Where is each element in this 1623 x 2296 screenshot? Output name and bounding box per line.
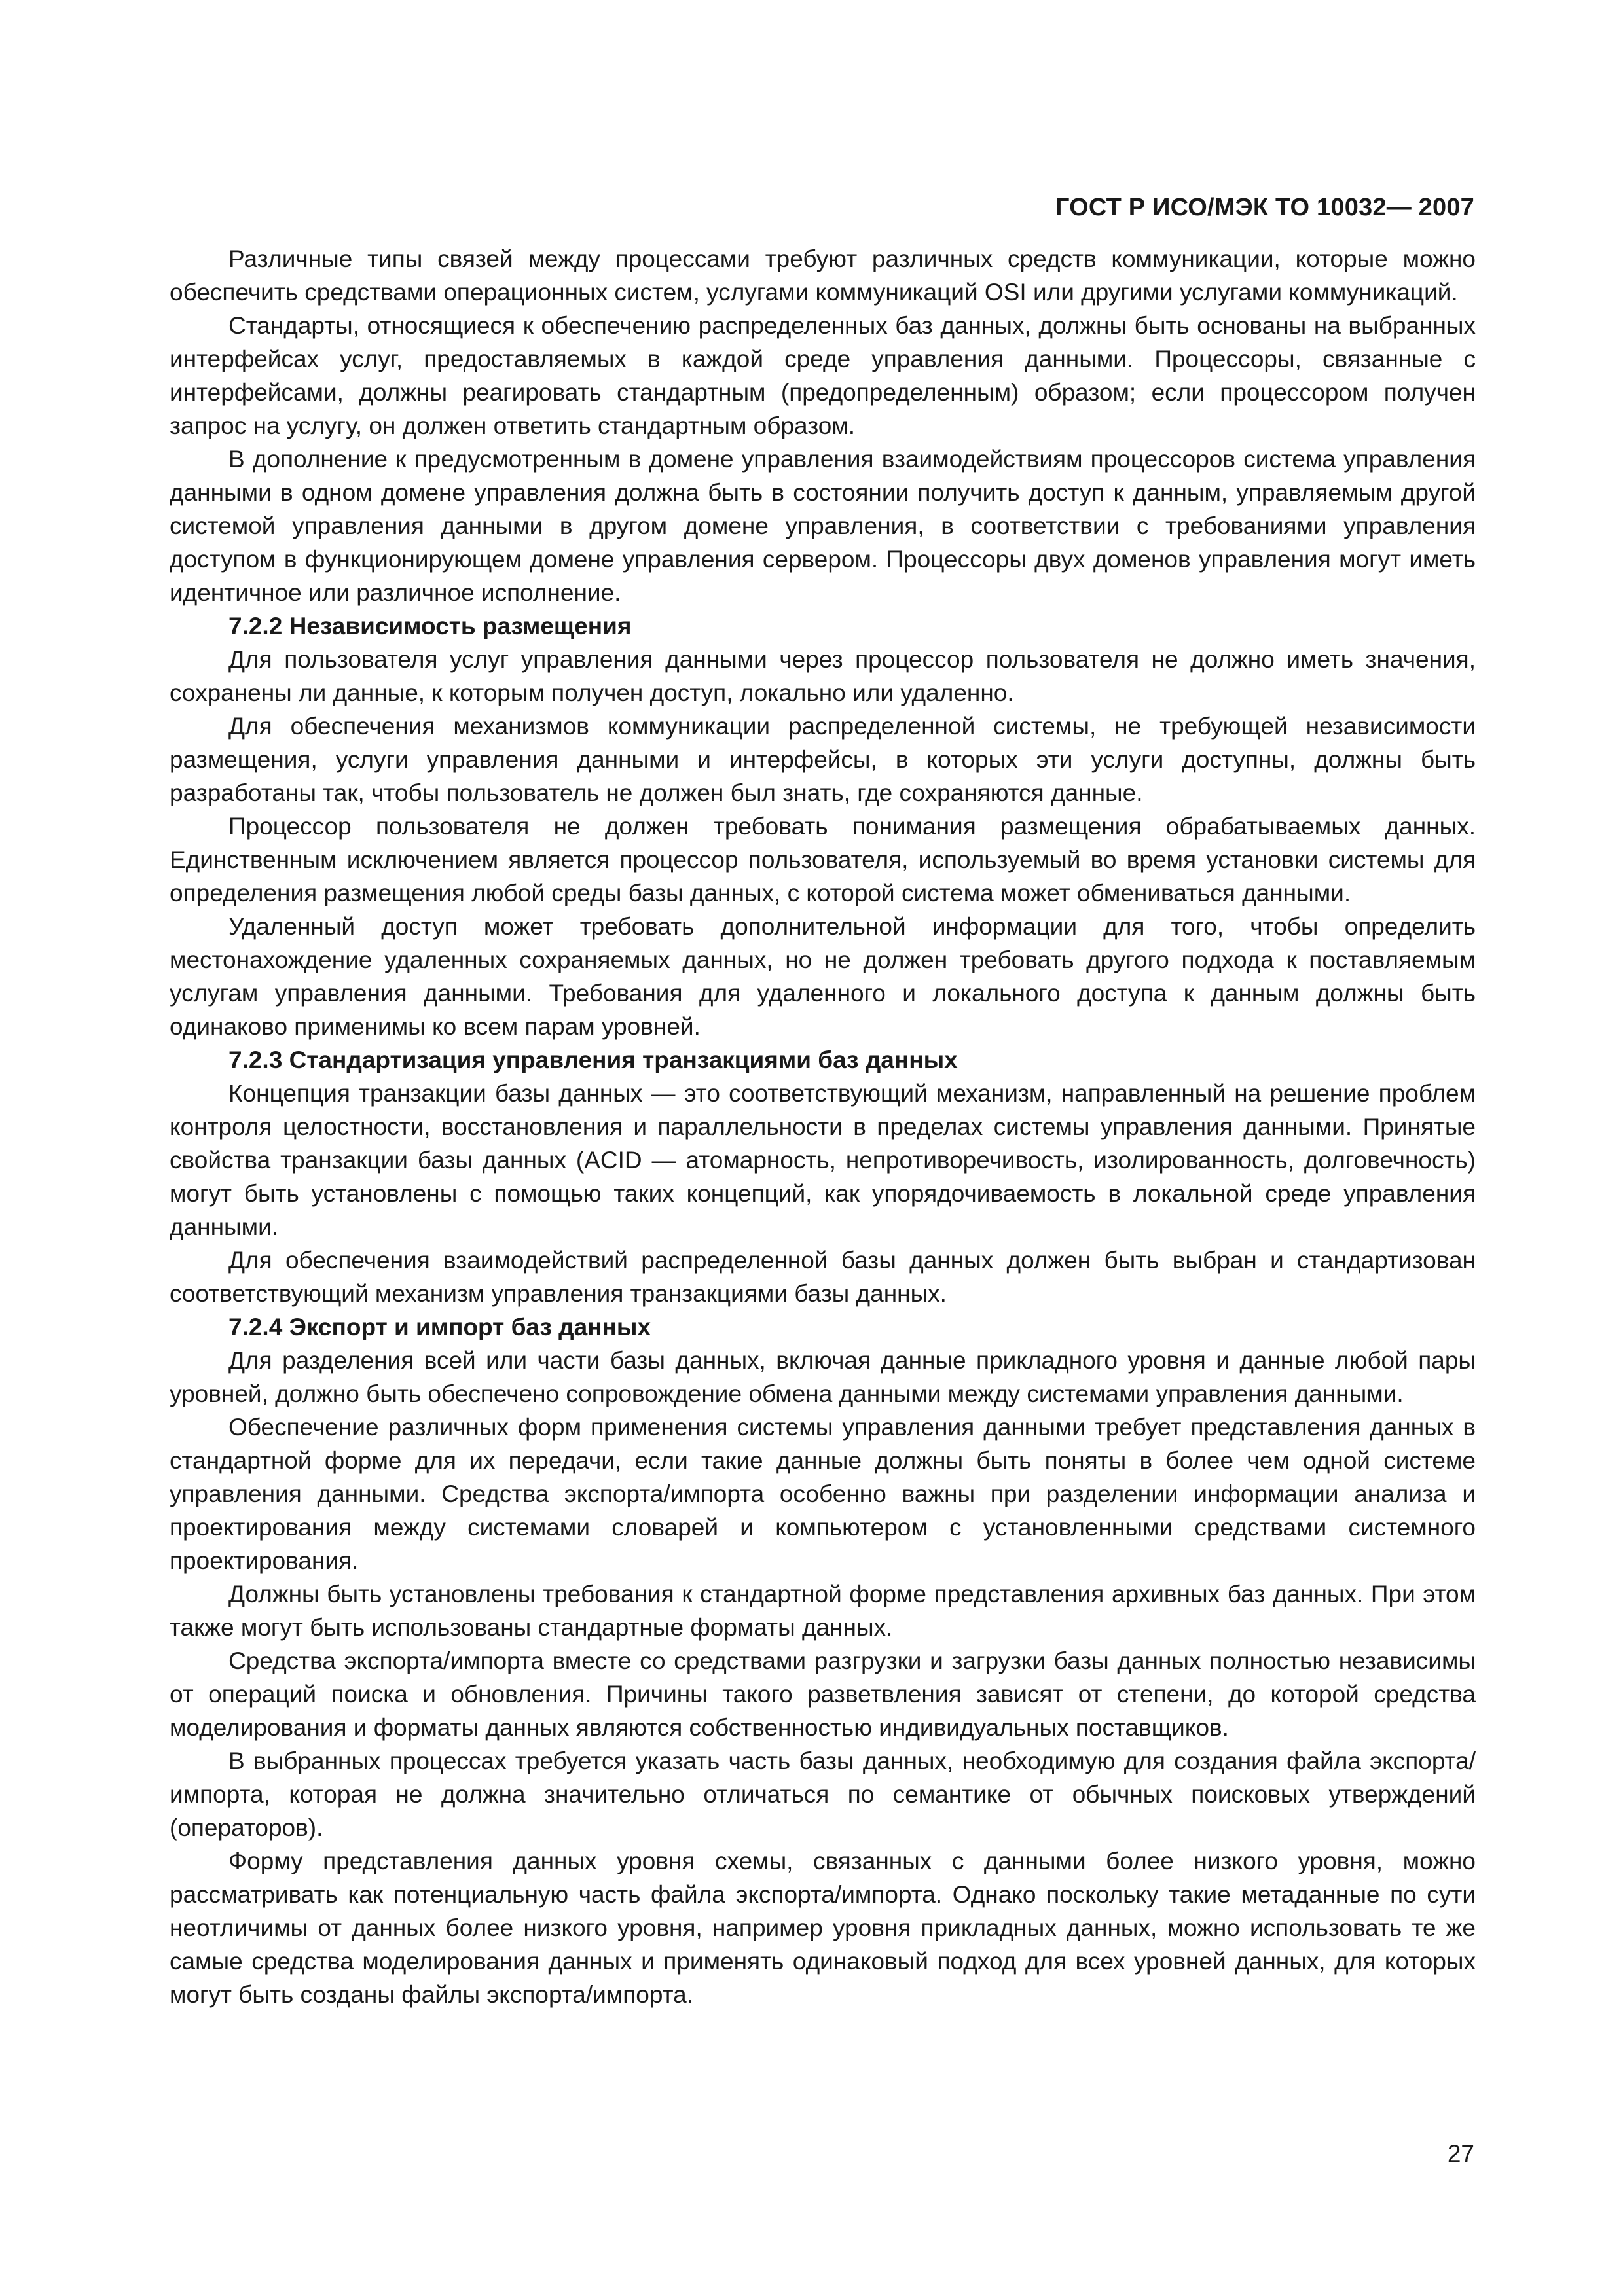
body-paragraph: В выбранных процессах требуется указать часть базы данных, необходимую для создания файла экспорта/импорта, которая не должна значительно отличаться по семантике от обычных поисковых утверждений (операторов).	[170, 1748, 1476, 1841]
section-heading: 7.2.2 Независимость размещения	[228, 613, 632, 639]
body-paragraph: Форму представления данных уровня схемы, связанных с данными более низкого уровня, можно рассматривать как потенциальную часть файла экспорта/импорта. Однако поскольку такие метаданные по сути неотличимы от данных более низкого уровня, например уровня прикладных данных, можно использовать те же самые средства моделирования данных и применять одинаковый подход для всех уровней данных, для которых могут быть созданы файлы экспорта/импорта.	[170, 1848, 1476, 2008]
body-paragraph: Для разделения всей или части базы данных, включая данные прикладного уровня и данные любой пары уровней, должно быть обеспечено сопровождение обмена данными между системами управления данными.	[170, 1347, 1476, 1407]
body-paragraph: В дополнение к предусмотренным в домене управления взаимодействиям процессоров система управления данными в одном домене управления должна быть в состоянии получить доступ к данным, управляемым другой системой управления данными в другом домене управления, в соответствии с требованиями управления доступом в функционирующем домене управления сервером. Процессоры двух доменов управления могут иметь идентичное или различное исполнение.	[170, 446, 1476, 606]
body-paragraph: Для обеспечения механизмов коммуникации распределенной системы, не требующей независимости размещения, услуги управления данными и интерфейсы, в которых эти услуги доступны, должны быть разработаны так, чтобы пользователь не должен был знать, где сохраняются данные.	[170, 713, 1476, 806]
document-header: ГОСТ Р ИСО/МЭК ТО 10032— 2007	[1055, 194, 1474, 221]
section-heading: 7.2.3 Стандартизация управления транзакциями баз данных	[228, 1047, 958, 1073]
section-heading: 7.2.4 Экспорт и импорт баз данных	[228, 1314, 651, 1340]
body-paragraph: Различные типы связей между процессами требуют различных средств коммуникации, которые можно обеспечить средствами операционных систем, услугами коммуникаций OSI или другими услугами коммуникаций.	[170, 245, 1476, 306]
body-paragraph: Удаленный доступ может требовать дополнительной информации для того, чтобы определить местонахождение удаленных сохраняемых данных, но не должен требовать другого подхода к поставляемым услугам управления данными. Требования для удаленного и локального доступа к данным должны быть одинаково применимы ко всем парам уровней.	[170, 913, 1476, 1040]
body-paragraph: Для пользователя услуг управления данными через процессор пользователя не должно иметь значения, сохранены ли данные, к которым получен доступ, локально или удаленно.	[170, 646, 1476, 706]
body-paragraph: Обеспечение различных форм применения системы управления данными требует представления данных в стандартной форме для их передачи, если такие данные должны быть поняты в более чем одной системе управления данными. Средства экспорта/импорта особенно важны при разделении информации анализа и проектирования между системами словарей и компьютером с установленными средствами системного проектирования.	[170, 1414, 1476, 1574]
document-body	[170, 242, 1476, 2011]
body-paragraph: Средства экспорта/импорта вместе со средствами разгрузки и загрузки базы данных полностью независимы от операций поиска и обновления. Причины такого разветвления зависят от степени, до которой средства моделирования и форматы данных являются собственностью индивидуальных поставщиков.	[170, 1647, 1476, 1741]
body-paragraph: Концепция транзакции базы данных — это соответствующий механизм, направленный на решение проблем контроля целостности, восстановления и параллельности в пределах системы управления данными. Принятые свойства транзакции базы данных (ACID — атомарность, непротиворечивость, изолированность, долговечность) могут быть установлены с помощью таких концепций, как упорядочиваемость в локальной среде управления данными.	[170, 1080, 1476, 1240]
page-number: 27	[1447, 2140, 1474, 2167]
body-paragraph: Для обеспечения взаимодействий распределенной базы данных должен быть выбран и стандартизован соответствующий механизм управления транзакциями базы данных.	[170, 1247, 1476, 1307]
body-paragraph: Должны быть установлены требования к стандартной форме представления архивных баз данных. При этом также могут быть использованы стандартные форматы данных.	[170, 1581, 1476, 1641]
body-paragraph: Процессор пользователя не должен требовать понимания размещения обрабатываемых данных. Единственным исключением является процессор пользователя, используемый во время установки системы для определения размещения любой среды базы данных, с которой система может обмениваться данными.	[170, 813, 1476, 906]
body-paragraph: Стандарты, относящиеся к обеспечению распределенных баз данных, должны быть основаны на выбранных интерфейсах услуг, предоставляемых в каждой среде управления данными. Процессоры, связанные с интерфейсами, должны реагировать стандартным (предопределенным) образом; если процессором получен запрос на услугу, он должен ответить стандартным образом.	[170, 312, 1476, 439]
